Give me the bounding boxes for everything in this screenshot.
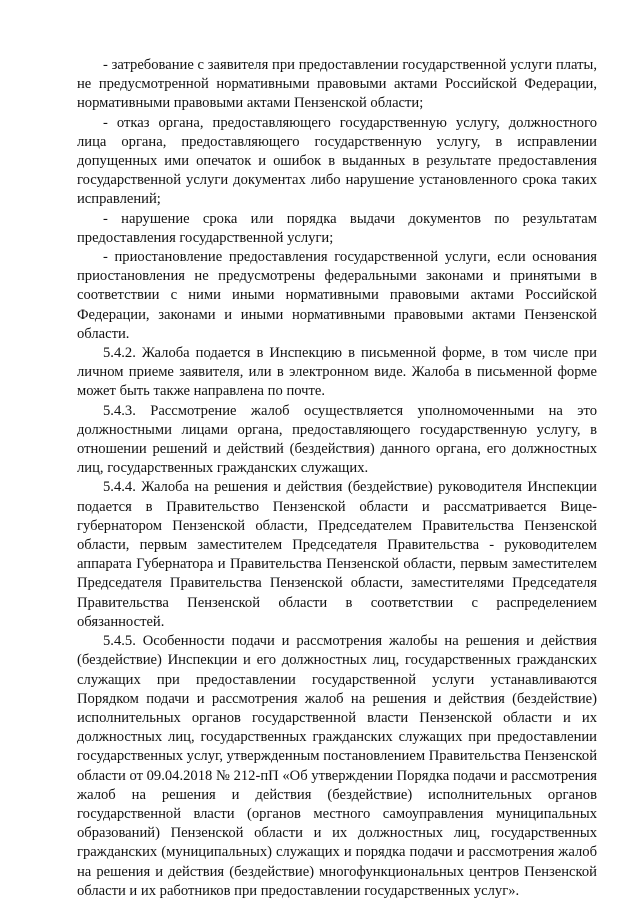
paragraph-5-4-4: 5.4.4. Жалоба на решения и действия (бездействие) руководителя Инспекции подается в Правительство Пензенской области и рассматривается Вице-губернатором Пензенской области, Председателем Правительства Пензенской области, первым заместителем Председателя Правительства - руководителем аппарата Губернатора и Правительства Пензенской области, первым заместителем Председателя Правительства Пензенской области, заместителями Председателя Правительства Пензенской области в соответствии с распределением обязанностей. <box>77 479 597 630</box>
paragraph-5-4-3: 5.4.3. Рассмотрение жалоб осуществляется уполномоченными на это должностными лицами органа, предоставляющего государственную услугу, в отношении решений и действий (бездействия) данного органа, его должностных лиц, государственных гражданских служащих. <box>77 402 597 477</box>
paragraph-correction-refusal: - отказ органа, предоставляющего государственную услугу, должностного лица органа, предоставляющего государственную услугу, в исправлении допущенных ими опечаток и ошибок в выданных в результате предоставления государственной услуги документах либо нарушение установленного срока таких исправлений; <box>77 114 597 208</box>
document-page <box>77 56 597 901</box>
paragraph-fee-demand: - затребование с заявителя при предоставлении государственной услуги платы, не предусмотренной нормативными правовыми актами Российской Федерации, нормативными правовыми актами Пензенской области; <box>77 57 597 112</box>
paragraph-issuance-violation: - нарушение срока или порядка выдачи документов по результатам предоставления государственной услуги; <box>77 210 597 246</box>
paragraph-suspension: - приостановление предоставления государственной услуги, если основания приостановления не предусмотрены федеральными законами и принятыми в соответствии с ними иными нормативными правовыми актами Российской Федерации, законами и иными нормативными правовыми актами Пензенской области. <box>77 249 597 342</box>
paragraph-5-4-5: 5.4.5. Особенности подачи и рассмотрения жалобы на решения и действия (бездействие) Инспекции и его должностных лиц, государственных гражданских служащих при предоставлении государственной услуги устанавливаются Порядком подачи и рассмотрения жалоб на решения и действия (бездействие) исполнительных органов государственной власти Пензенской области и их должностных лиц, государственных гражданских служащих при предоставлении государственных услуг, утвержденным постановлением Правительства Пензенской области от 09.04.2018 № 212-пП «Об утверждении Порядка подачи и рассмотрения жалоб на решения и действия (бездействие) исполнительных органов государственной власти (органов местного самоуправления муниципальных образований) Пензенской области и их должностных лиц, государственных гражданских (муниципальных) служащих и порядка подачи и рассмотрения жалоб на решения и действия (бездействие) многофункциональных центров Пензенской области и их работников при предоставлении государственных услуг». <box>77 633 598 899</box>
paragraph-5-4-2: 5.4.2. Жалоба подается в Инспекцию в письменной форме, в том числе при личном приеме заявителя, или в электронном виде. Жалоба в письменной форме может быть также направлена по почте. <box>77 345 597 400</box>
